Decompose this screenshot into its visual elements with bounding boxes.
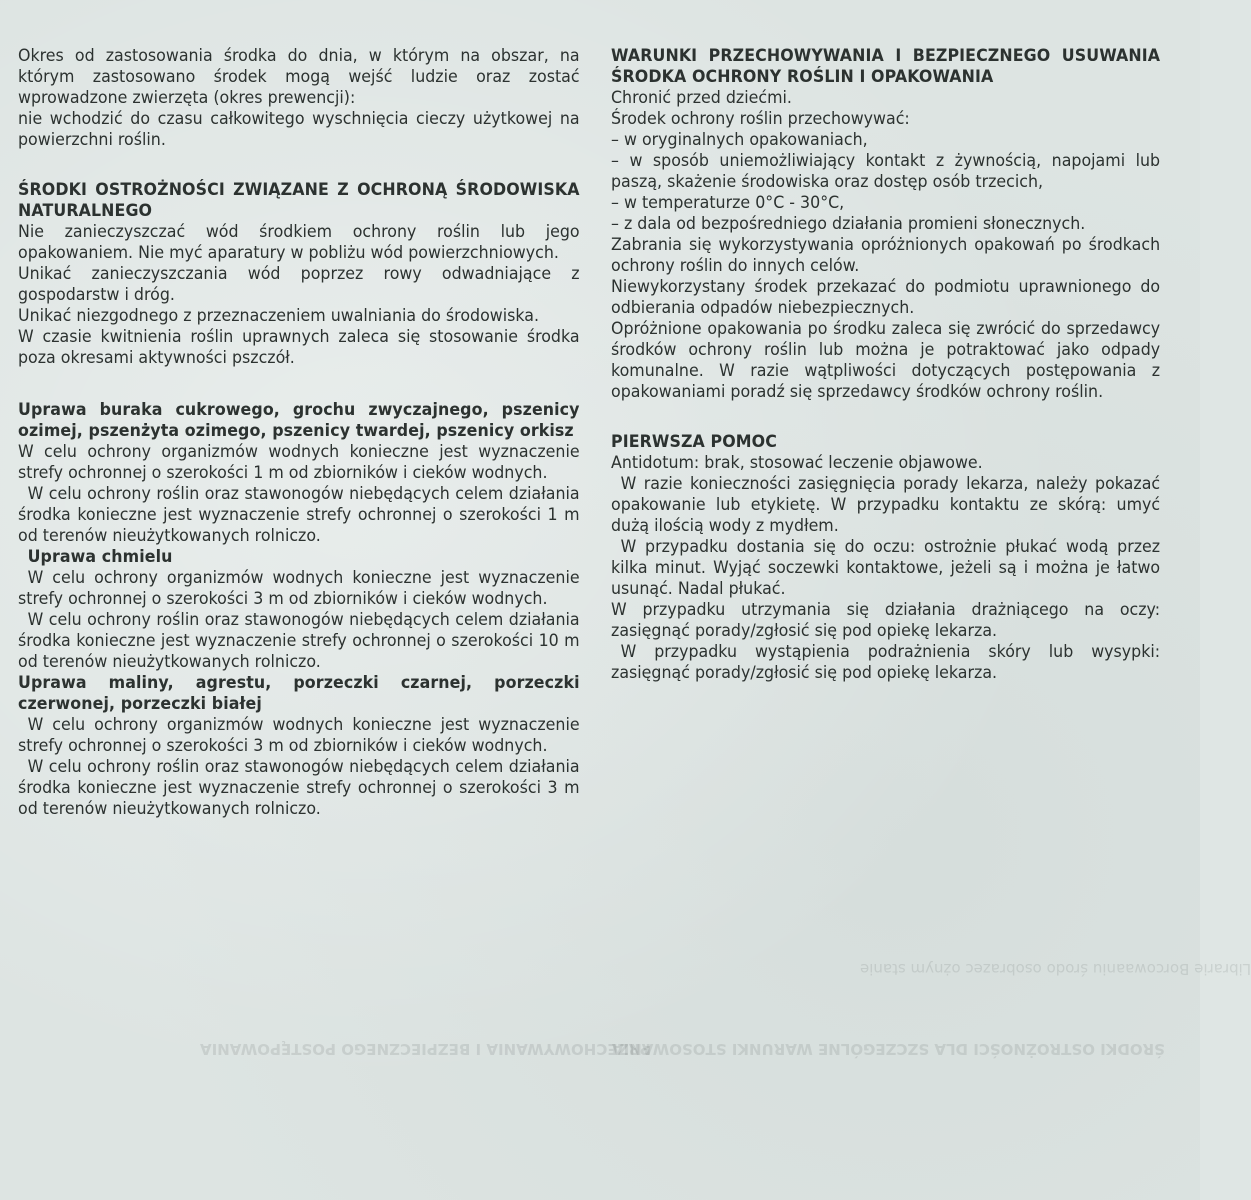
prevention-period-rule: nie wchodzić do czasu całkowitego wyschnięcia cieczy użytkowej na powierzchni roślin. bbox=[18, 109, 580, 149]
storage-line: Chronić przed dziećmi. bbox=[611, 88, 792, 107]
environment-heading: ŚRODKI OSTROŻNOŚCI ZWIĄZANE Z OCHRONĄ ŚRODOWISKA NATURALNEGO bbox=[18, 180, 580, 220]
first-aid-line: W razie konieczności zasięgnięcia porady lekarza, należy pokazać opakowanie lub etykietę. W przypadku kontaktu ze skórą: umyć dużą ilością wody z mydłem. bbox=[611, 474, 1161, 535]
storage-heading: WARUNKI PRZECHOWYWANIA I BEZPIECZNEGO USUWANIA ŚRODKA OCHRONY ROŚLIN I OPAKOWANIA bbox=[611, 46, 1161, 86]
right-column bbox=[611, 45, 1160, 683]
environment-line: W czasie kwitnienia roślin uprawnych zaleca się stosowanie środka poza okresami aktywności pszczół. bbox=[18, 327, 580, 367]
storage-line: Zabrania się wykorzystywania opróżnionych opakowań po środkach ochrony roślin do innych celów. bbox=[611, 235, 1161, 275]
first-aid-line: W przypadku dostania się do oczu: ostrożnie płukać wodą przez kilka minut. Wyjąć soczewki kontaktowe, jeżeli są i można je łatwo usunąć. Nadal płukać. bbox=[611, 537, 1161, 598]
first-aid-heading: PIERWSZA POMOC bbox=[611, 432, 777, 451]
spacer bbox=[18, 368, 580, 389]
environment-line: Nie zanieczyszczać wód środkiem ochrony roślin lub jego opakowaniem. Nie myć aparatury w pobliżu wód powierzchniowych. bbox=[18, 222, 580, 262]
spacer bbox=[611, 402, 1160, 423]
first-aid-line: W przypadku wystąpienia podrażnienia skóry lub wysypki: zasięgnąć porady/zgłosić się pod opiekę lekarza. bbox=[611, 642, 1161, 682]
buffer-zone-water: W celu ochrony organizmów wodnych konieczne jest wyznaczenie strefy ochronnej o szerokości 3 m od zbiorników i cieków wodnych. bbox=[18, 568, 580, 608]
buffer-zone-plants: W celu ochrony roślin oraz stawonogów niebędących celem działania środka konieczne jest wyznaczenie strefy ochronnej o szerokości 10 m od terenów nieużytkowanych rolniczo. bbox=[18, 610, 580, 671]
first-aid-line: Antidotum: brak, stosować leczenie objawowe. bbox=[611, 453, 983, 472]
storage-line: Środek ochrony roślin przechowywać: bbox=[611, 109, 910, 128]
spacer bbox=[18, 150, 580, 171]
prevention-period-text: Okres od zastosowania środka do dnia, w którym na obszar, na którym zastosowano środek mogą wejść ludzie oraz zostać wprowadzone zwierzęta (okres prewencji): bbox=[18, 46, 580, 107]
crop-heading-beet: Uprawa buraka cukrowego, grochu zwyczajnego, pszenicy ozimej, pszenżyta ozimego, pszenicy twardej, pszenicy orkisz bbox=[18, 400, 580, 440]
storage-line: – w oryginalnych opakowaniach, bbox=[611, 130, 868, 149]
left-column bbox=[18, 45, 580, 819]
storage-line: – w sposób uniemożliwiający kontakt z żywnością, napojami lub paszą, skażenie środowiska oraz dostęp osób trzecich, bbox=[611, 151, 1161, 191]
crop-heading-berries: Uprawa maliny, agrestu, porzeczki czarnej, porzeczki czerwonej, porzeczki białej bbox=[18, 673, 580, 713]
show-through-text-c: Librarie Borcowaaniu środo osobrazec ożnym stanie bbox=[860, 960, 1251, 978]
storage-line: – z dala od bezpośredniego działania promieni słonecznych. bbox=[611, 214, 1086, 233]
buffer-zone-plants: W celu ochrony roślin oraz stawonogów niebędących celem działania środka konieczne jest wyznaczenie strefy ochronnej o szerokości 1 m od terenów nieużytkowanych rolniczo. bbox=[18, 484, 580, 545]
crop-heading-hop: Uprawa chmielu bbox=[27, 547, 173, 566]
storage-line: – w temperaturze 0°C - 30°C, bbox=[611, 193, 845, 212]
buffer-zone-plants: W celu ochrony roślin oraz stawonogów niebędących celem działania środka konieczne jest wyznaczenie strefy ochronnej o szerokości 3 m od terenów nieużytkowanych rolniczo. bbox=[18, 757, 580, 818]
environment-line: Unikać zanieczyszczania wód poprzez rowy odwadniające z gospodarstw i dróg. bbox=[18, 264, 580, 304]
environment-line: Unikać niezgodnego z przeznaczeniem uwalniania do środowiska. bbox=[18, 306, 540, 325]
first-aid-line: W przypadku utrzymania się działania drażniącego na oczy: zasięgnąć porady/zgłosić się pod opiekę lekarza. bbox=[611, 600, 1161, 640]
buffer-zone-water: W celu ochrony organizmów wodnych konieczne jest wyznaczenie strefy ochronnej o szerokości 1 m od zbiorników i cieków wodnych. bbox=[18, 442, 580, 482]
show-through-text-a: ŚRODKI OSTROŻNOŚCI DLA SZCZEGÓLNE WARUNKI STOSOWANIA bbox=[612, 1040, 1165, 1058]
storage-line: Niewykorzystany środek przekazać do podmiotu uprawnionego do odbierania odpadów niebezpiecznych. bbox=[611, 277, 1161, 317]
storage-line: Opróżnione opakowania po środku zaleca się zwrócić do sprzedawcy środków ochrony roślin lub można je potraktować jako odpady komunalne. W razie wątpliwości dotyczących postępowania z opakowaniami poradź się sprzedawcy środków ochrony roślin. bbox=[611, 319, 1161, 401]
show-through-text-b: PRZECHOWYWANIA I BEZPIECZNEGO POSTĘPOWANIA bbox=[200, 1040, 651, 1058]
buffer-zone-water: W celu ochrony organizmów wodnych konieczne jest wyznaczenie strefy ochronnej o szerokości 3 m od zbiorników i cieków wodnych. bbox=[18, 715, 580, 755]
